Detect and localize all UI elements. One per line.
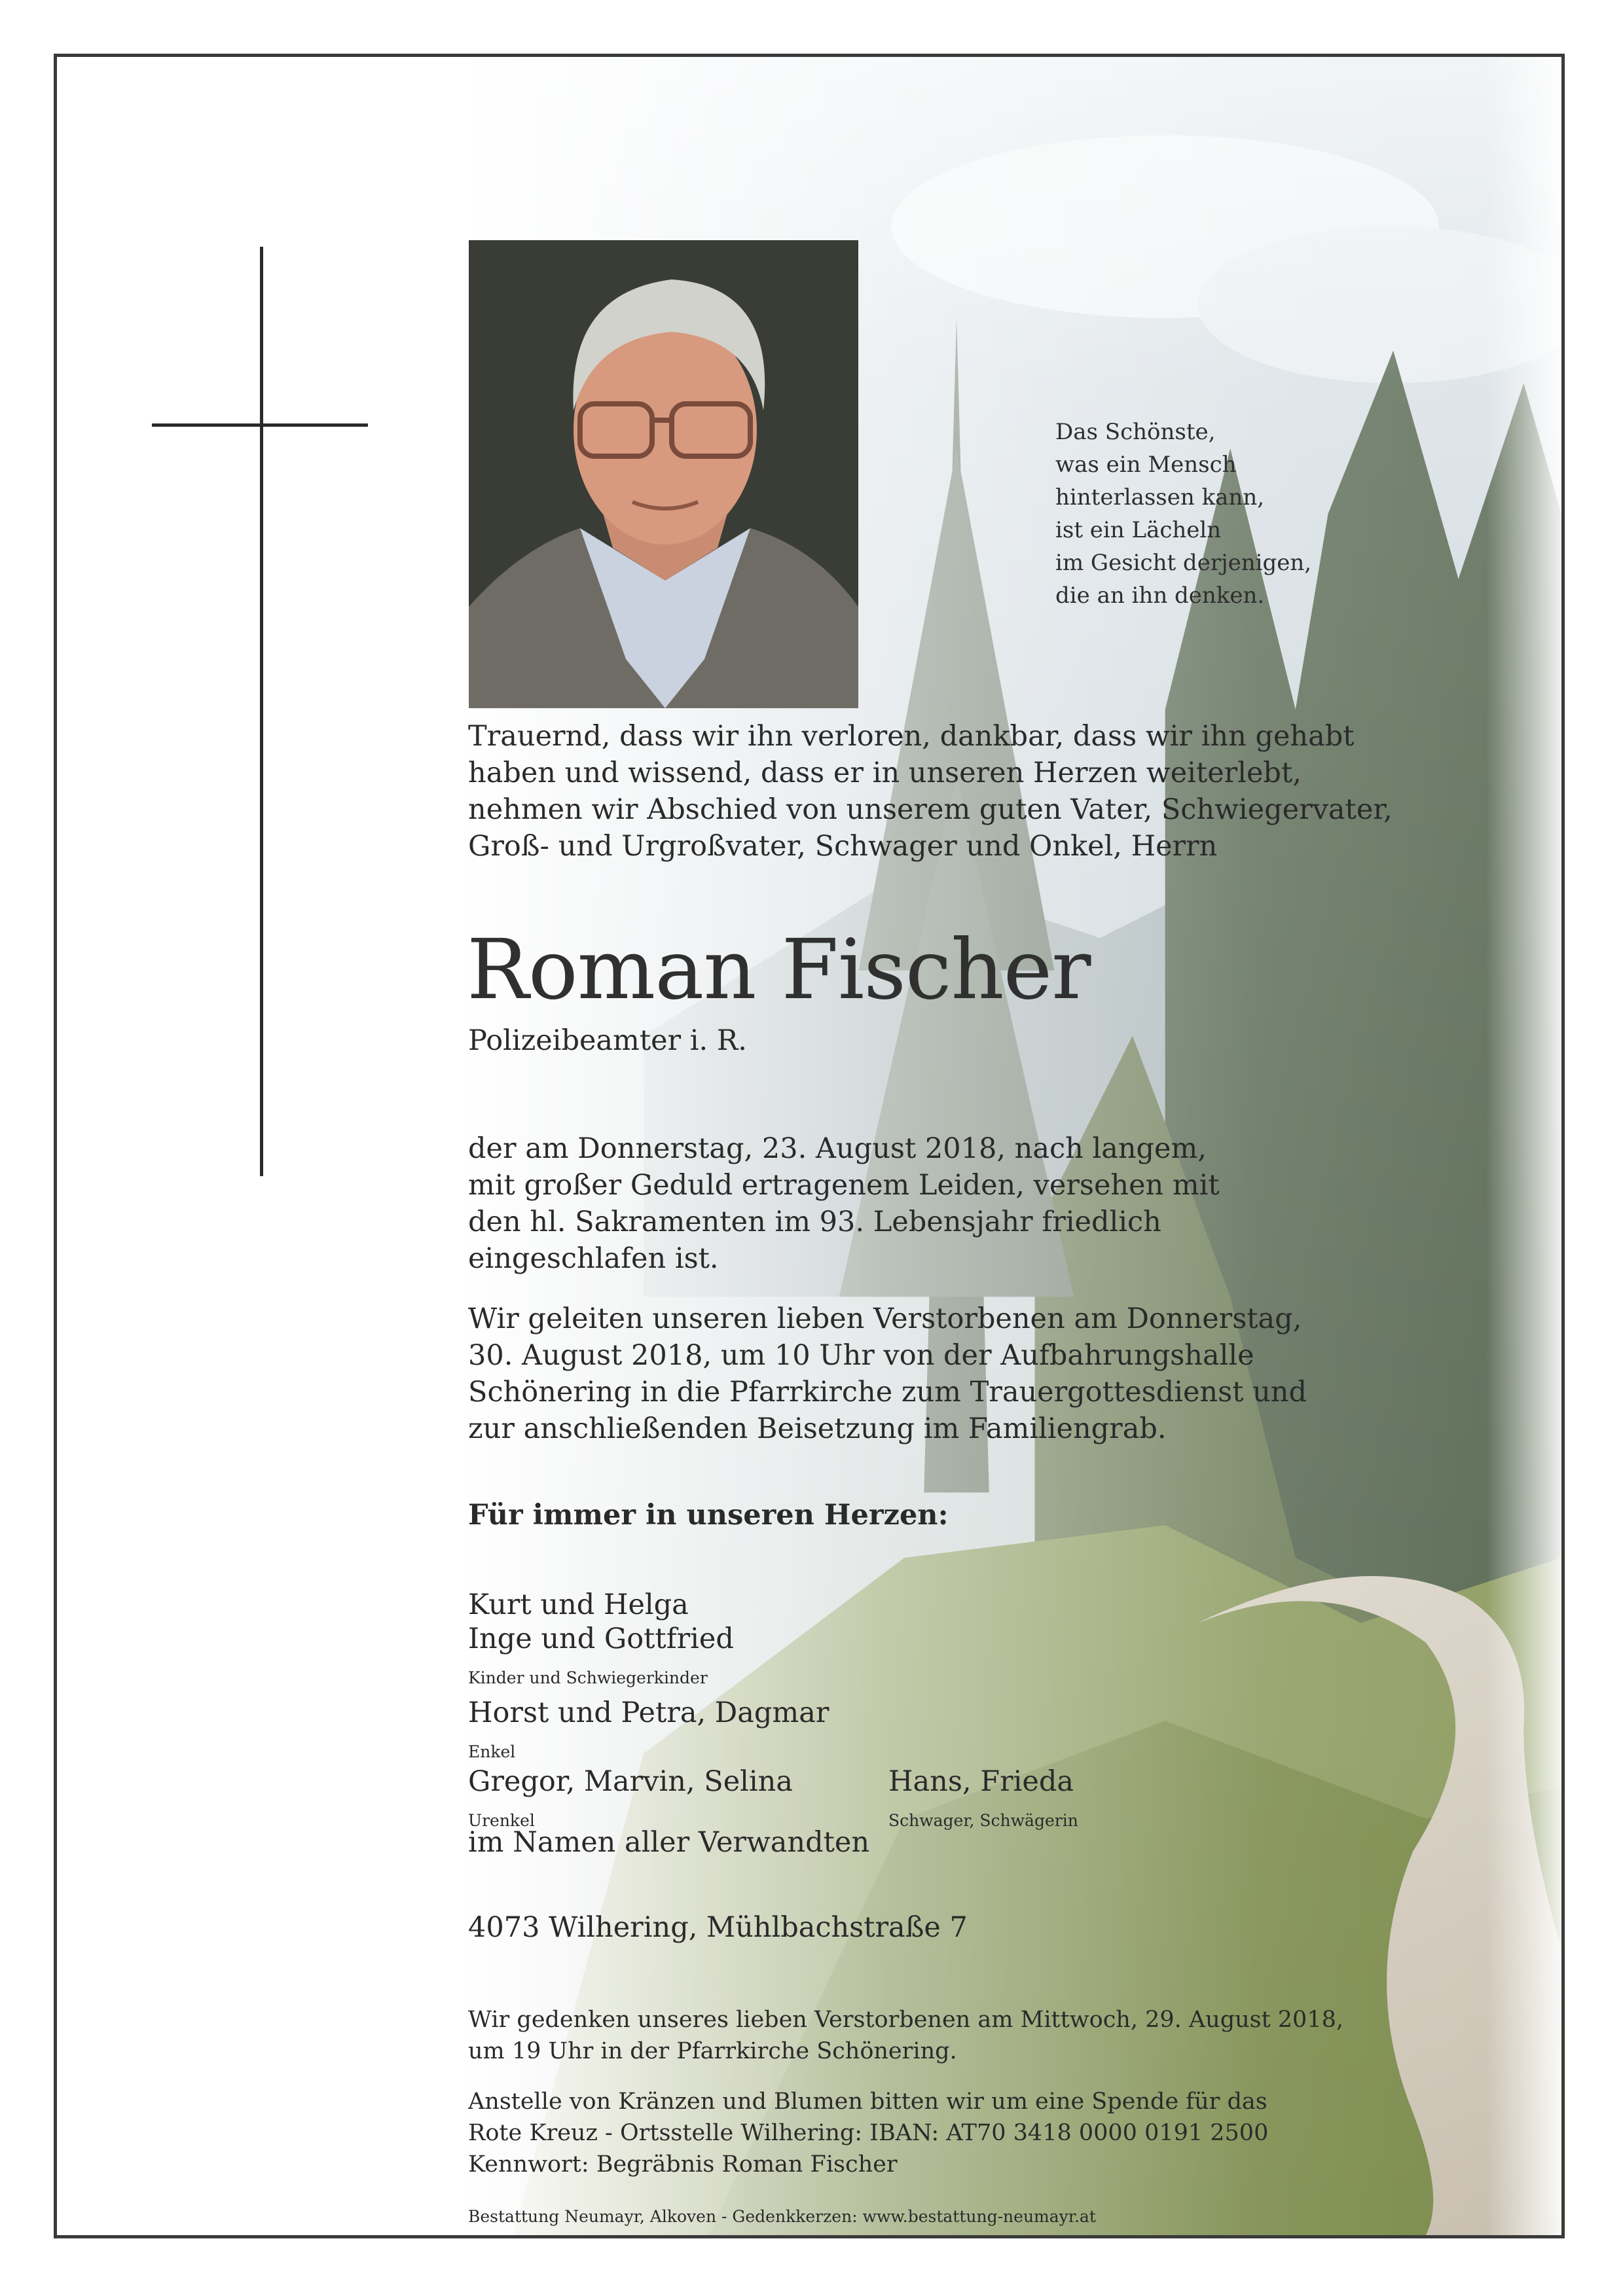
- death-announcement: der am Donnerstag, 23. August 2018, nach langem, mit großer Geduld ertragenem Leiden, versehen mit den hl. Sakramenten im 93. Lebensjahr friedlich eingeschlafen ist.: [468, 1132, 1220, 1275]
- family-group-in-laws: [888, 1752, 1078, 1843]
- family-role: Kinder und Schwiegerkinder: [468, 1668, 708, 1687]
- cross-icon-horizontal: [152, 423, 368, 427]
- family-address: 4073 Wilhering, Mühlbachstraße 7: [468, 1911, 968, 1944]
- deceased-name: Roman Fischer: [467, 922, 1091, 1018]
- family-names: Horst und Petra, Dagmar: [468, 1696, 830, 1729]
- funeral-home-footer: Bestattung Neumayr, Alkoven - Gedenkkerzen: www.bestattung-neumayr.at: [468, 2207, 1096, 2226]
- portrait-photo: [469, 240, 858, 708]
- memorial-quote: Das Schönste, was ein Mensch hinterlassen kann, ist ein Lächeln im Gesicht derjenigen, die an ihn denken.: [1055, 419, 1312, 609]
- family-names: Kurt und Helga Inge und Gottfried: [468, 1588, 734, 1655]
- cross-icon-vertical: [260, 247, 263, 1176]
- intro-text: Trauernd, dass wir ihn verloren, dankbar, dass wir ihn gehabt haben und wissend, dass er in unseren Herzen weiterlebt, nehmen wir Abschied von unserem guten Vater, Schwiegervater, Groß- und Urgroßvater, Schwager und Onkel, Herrn: [468, 720, 1393, 863]
- family-role: Urenkel: [468, 1811, 535, 1830]
- donation-note: Anstelle von Kränzen und Blumen bitten wir um eine Spende für das Rote Kreuz - Ortsstelle Wilhering: IBAN: AT70 3418 0000 0191 2500 Kennwort: Begräbnis Roman Fischer: [468, 2089, 1269, 2178]
- obituary-frame: [54, 54, 1565, 2238]
- family-role: Enkel: [468, 1742, 516, 1761]
- memorial-service-note: Wir gedenken unseres lieben Verstorbenen am Mittwoch, 29. August 2018, um 19 Uhr in der Pfarrkirche Schönering.: [468, 2007, 1343, 2064]
- funeral-details: Wir geleiten unseren lieben Verstorbenen am Donnerstag, 30. August 2018, um 10 Uhr von der Aufbahrungshalle Schönering in die Pfarrkirche zum Trauergottesdienst und zur anschließenden Beisetzung im Familiengrab.: [468, 1302, 1307, 1445]
- family-group-children: [468, 1575, 734, 1700]
- family-names: Gregor, Marvin, Selina: [468, 1765, 793, 1798]
- family-names: Hans, Frieda: [888, 1765, 1074, 1798]
- family-heading: Für immer in unseren Herzen:: [468, 1499, 949, 1532]
- deceased-profession: Polizeibeamter i. R.: [468, 1024, 747, 1057]
- family-signature: im Namen aller Verwandten: [468, 1826, 870, 1859]
- family-role: Schwager, Schwägerin: [888, 1811, 1078, 1830]
